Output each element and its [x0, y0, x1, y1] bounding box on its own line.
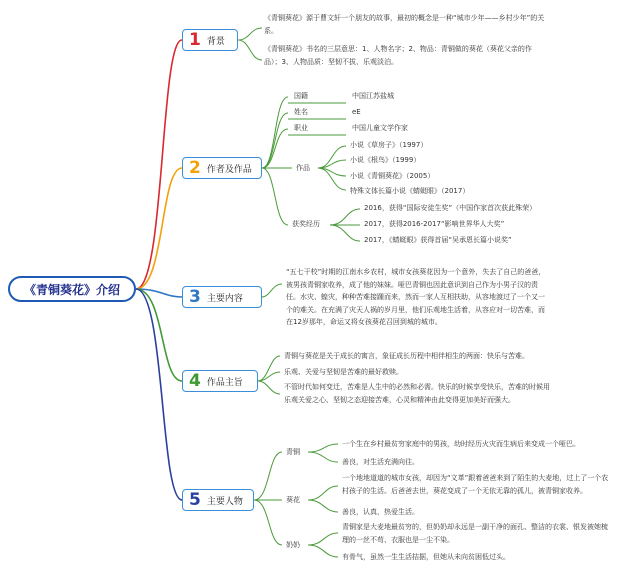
branch-number: 2 — [189, 158, 201, 178]
background-text-1: 《青铜葵花》源于曹文轩一个朋友的故事，最初的概念是一种“城市少年——乡村少年”的关系。 — [264, 14, 545, 35]
work-item: 特殊文体长篇小说《蜻蜓眼》（2017） — [350, 187, 470, 195]
awards-label: 获奖经历 — [292, 220, 320, 228]
work-item: 小说《青铜葵花》（2005） — [350, 172, 435, 180]
branch-number: 4 — [189, 371, 201, 391]
branch-number: 1 — [189, 30, 201, 50]
character-desc: 青铜家是大麦地最贫穷的，但奶奶却永远是一副干净的面孔、整洁的衣裳、银发被她梳理的一丝不苟、衣服也是一尘不染。 — [342, 523, 608, 544]
branch-label: 作品主旨 — [206, 377, 243, 388]
character-trait: 善良，对生活充满向往。 — [342, 458, 419, 466]
award-item: 2017，《蜻蜓眼》获得首届“吴承恩长篇小说奖” — [364, 236, 512, 244]
author-value-nationality: 中国江苏盐城 — [352, 92, 394, 100]
root-node[interactable] — [8, 276, 136, 302]
character-name-qingtong: 青铜 — [286, 448, 300, 456]
author-value-profession: 中国儿童文学作家 — [352, 124, 408, 132]
branch-number: 5 — [189, 490, 201, 510]
character-name-grandma: 奶奶 — [286, 541, 300, 549]
theme-text-3: 不管时代如何变迁，苦难是人生中的必然和必需。快乐的时候享受快乐，苦难的时候用乐观关爱之心、坚韧之态迎接苦难，心灵和精神由此变得更加美好而强大。 — [284, 383, 550, 404]
connector-background — [136, 40, 182, 289]
character-trait: 善良，认真，热爱生活。 — [342, 508, 419, 516]
branch-number: 3 — [189, 287, 201, 307]
content-summary: “五七干校”时期的江南水乡农村，城市女孩葵花因为一个意外，失去了自己的爸爸，被男孩青铜家收养，成了他的妹妹。哑巴青铜也因此意识到自己作为小男子汉的责任。水灾、蝗灾，种种苦难接踵而来，然而一家人互相扶助，从容地渡过了一个又一个的难关。在充满了灾天人祸的岁月里，他们乐观地生活着，从容应对一切苦难，而在12岁那年，命运又将女孩葵花召回到城的城市。 — [286, 268, 546, 326]
branch-characters[interactable] — [182, 489, 254, 511]
work-item: 小说《根鸟》（1999） — [350, 156, 421, 164]
author-label-profession: 职业 — [294, 124, 308, 132]
branch-theme[interactable] — [182, 370, 258, 392]
award-item: 2017，获得2016-2017“影响世界华人大奖” — [364, 220, 505, 228]
character-desc: 一个生在乡村最贫穷家庭中的男孩，幼时经历火灾而生病后来变成一个哑巴。 — [342, 440, 580, 448]
connector-characters — [136, 289, 182, 500]
branch-label: 主要内容 — [206, 293, 243, 304]
theme-text-1: 青铜与葵花是关于成长的寓言，象征成长历程中相伴相生的两面：快乐与苦难。 — [284, 352, 529, 360]
character-trait: 有骨气，虽然一生生活拮据，但她从未向贫困低过头。 — [342, 553, 510, 561]
branch-label: 作者及作品 — [206, 164, 252, 175]
branch-author[interactable] — [182, 157, 262, 179]
author-label-name: 姓名 — [294, 108, 308, 116]
root-title: 《青铜葵花》介绍 — [23, 282, 120, 297]
branch-label: 主要人物 — [206, 496, 243, 507]
character-desc: 一个地地道道的城市女孩，却因为“文革”跟着爸爸来到了陌生的大麦地，过上了一个农村孩子的生活。后爸爸去世，葵花变成了一个无依无靠的孤儿，被青铜家收养。 — [342, 474, 609, 495]
background-text-2: 《青铜葵花》书名的三层意思：1、人物名字；2、物品：青铜做的葵花（葵花父亲的作品）；3、人物品质：坚韧不拔、乐观淡泊。 — [264, 45, 532, 66]
work-item: 小说《草房子》（1997） — [350, 141, 428, 149]
branch-label: 背景 — [206, 36, 225, 47]
character-name-kuihua: 葵花 — [286, 496, 300, 504]
branch-content[interactable] — [182, 286, 262, 308]
author-value-name: eE — [352, 108, 361, 116]
award-item: 2016，获得“国际安徒生奖”（中国作家首次获此殊荣） — [364, 204, 537, 212]
author-label-nationality: 国籍 — [294, 92, 308, 100]
works-label: 作品 — [296, 164, 310, 172]
branch-background[interactable] — [182, 29, 238, 51]
theme-text-2: 乐观、关爱与坚韧是苦难的最好救赎。 — [284, 368, 403, 376]
